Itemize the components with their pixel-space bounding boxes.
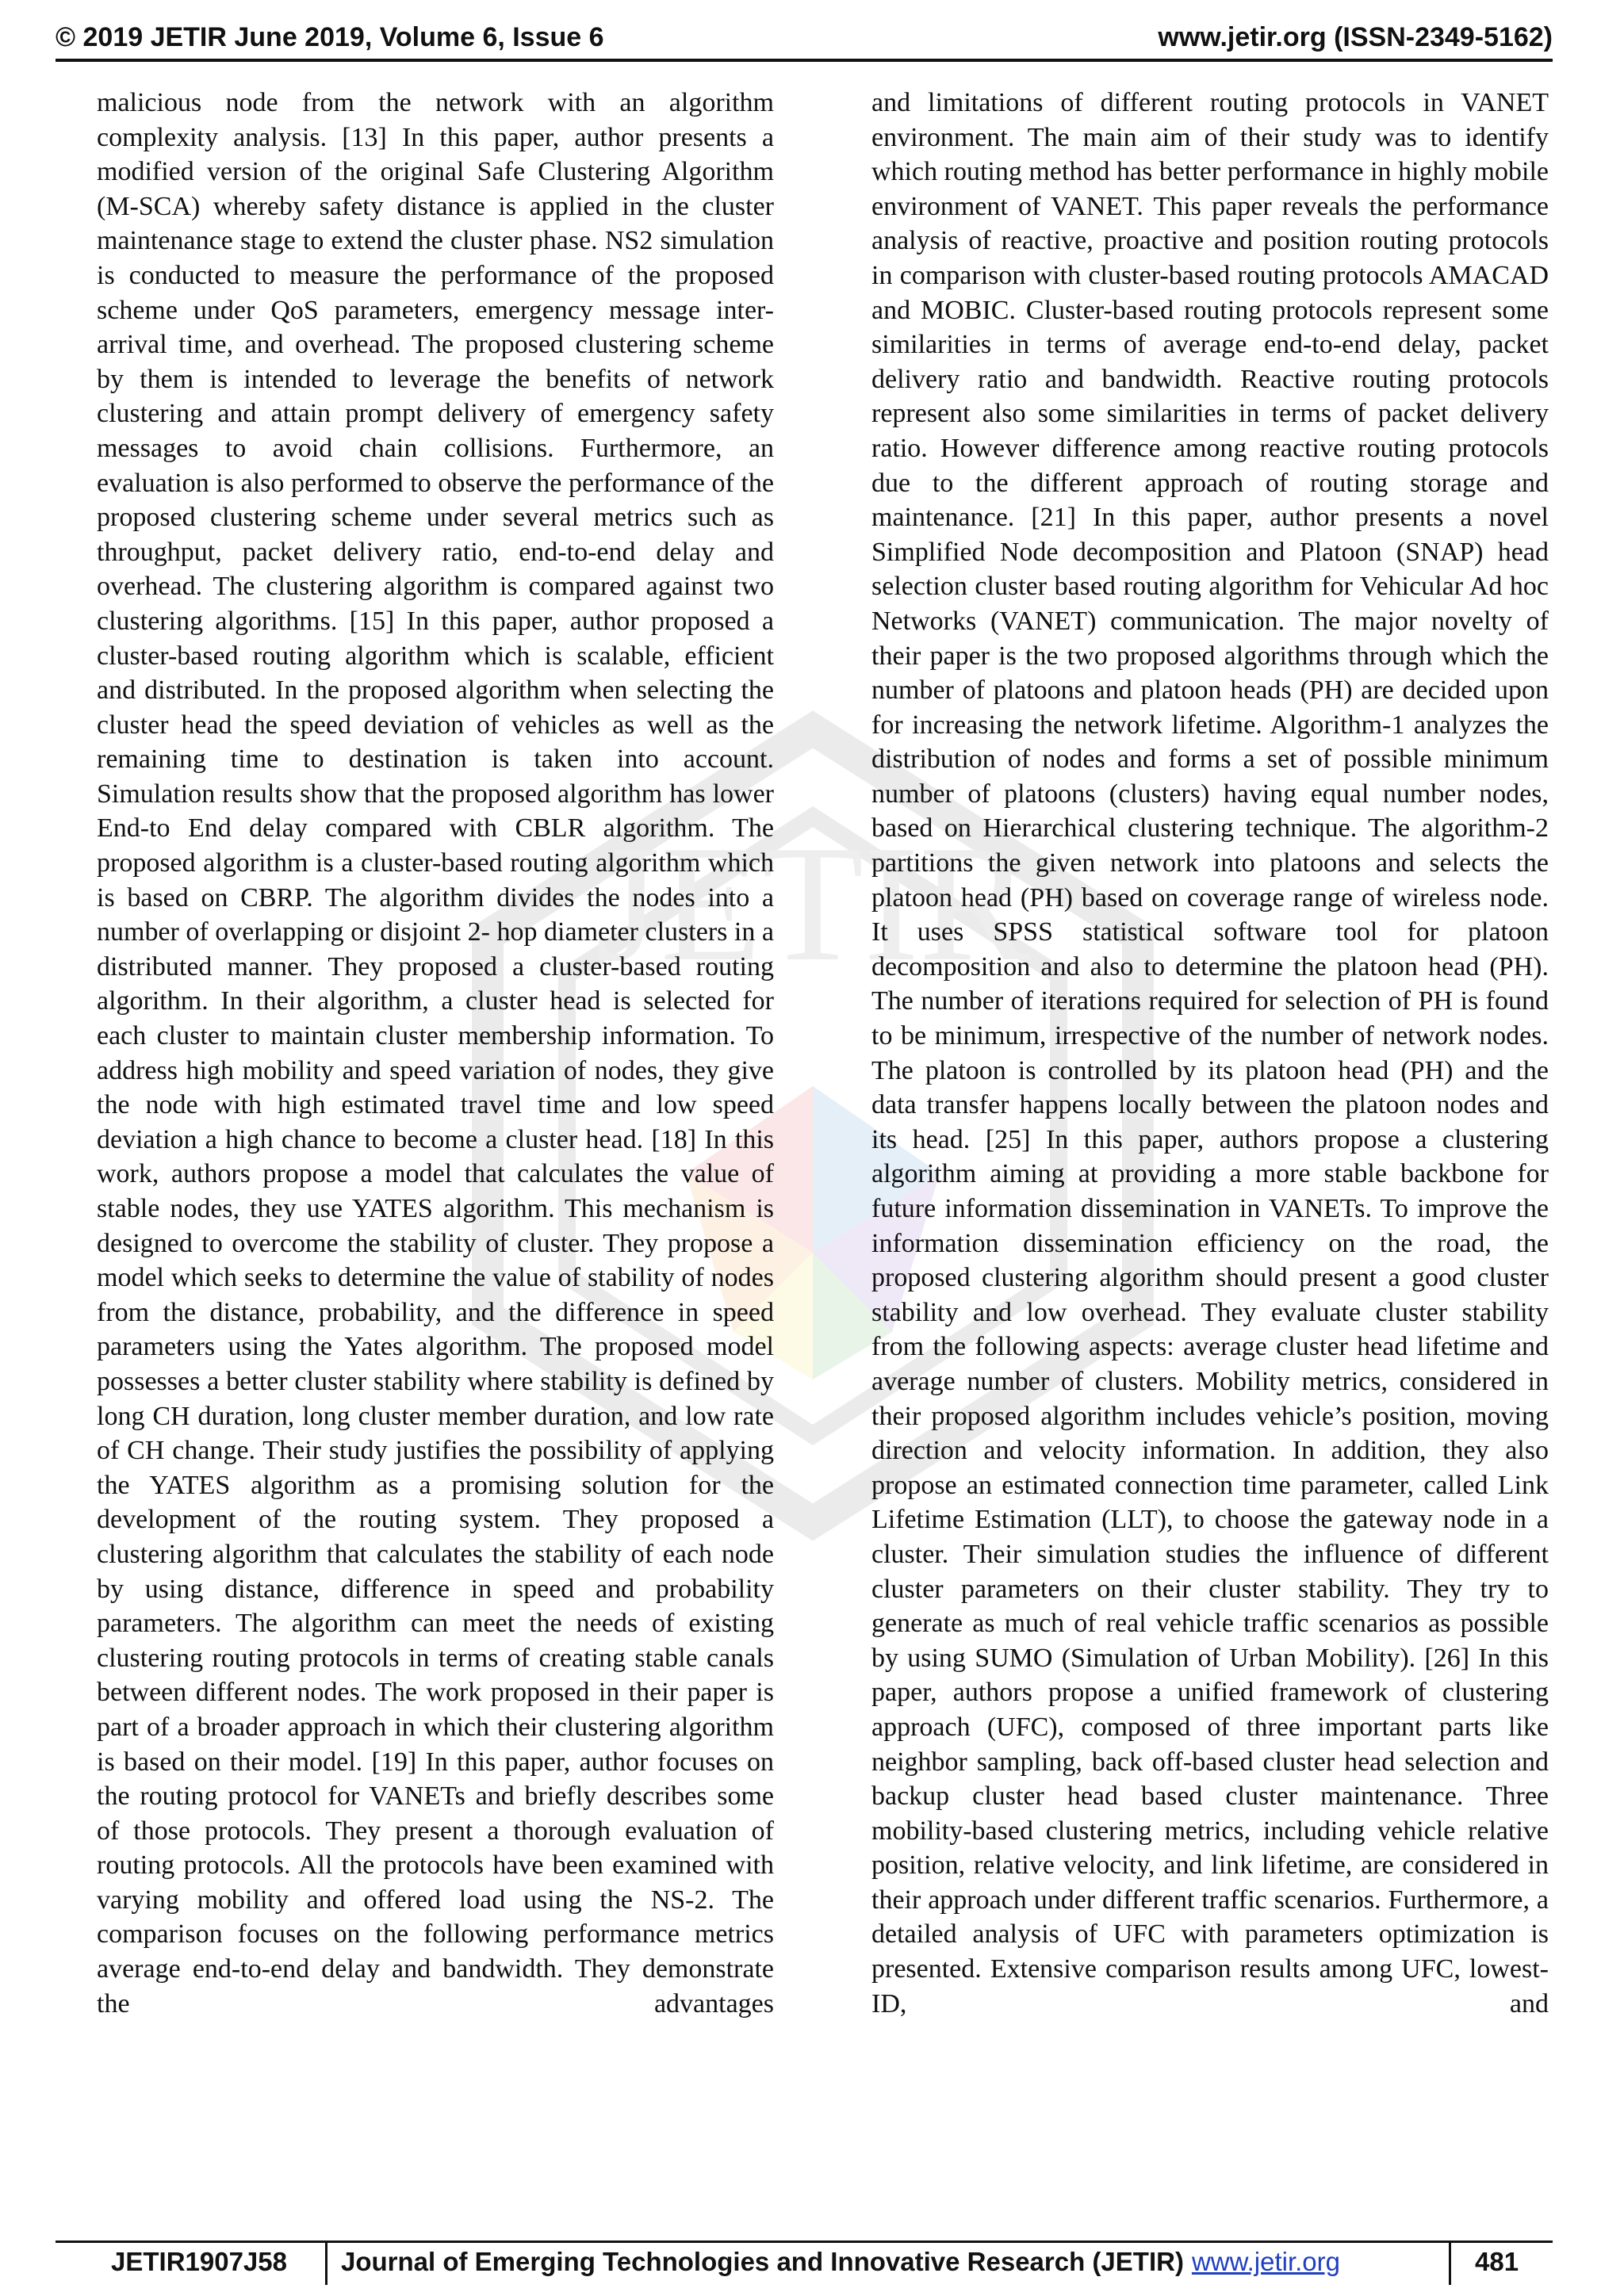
header-journal-info: © 2019 JETIR June 2019, Volume 6, Issue 6 — [56, 22, 604, 52]
footer-journal — [341, 2247, 1340, 2277]
right-text-column — [871, 86, 1549, 2218]
footer-journal-name: Journal of Emerging Technologies and Innovative Research (JETIR) — [341, 2247, 1184, 2276]
page-footer — [56, 2247, 1553, 2286]
header-journal-url: www.jetir.org (ISSN-2349-5162) — [1158, 22, 1553, 52]
footer-journal-link[interactable]: www.jetir.org — [1191, 2247, 1340, 2276]
footer-divider — [325, 2241, 327, 2285]
page-number: 481 — [1475, 2247, 1519, 2276]
footer-divider — [1449, 2241, 1451, 2285]
page-header — [56, 22, 1553, 60]
footer-rule — [56, 2241, 1553, 2243]
watermark-text: JETIR — [595, 812, 1031, 996]
left-text-column — [97, 86, 774, 2218]
left-column-paragraph: malicious node from the network with an algorithm complexity analysis. [13] In this paper, author presents a modified version of the original Safe Clustering Algorithm (M-SCA) whereby safety distance is applied in the cluster maintenance stage to extend the cluster phase. NS2 simulation is conducted to measure the performance of the proposed scheme under QoS parameters, emergency message inter-arrival time, and overhead. The proposed clustering scheme by them is intended to leverage the benefits of network clustering and attain prompt delivery of emergency safety messages to avoid chain collisions. Furthermore, an evaluation is also performed to observe the performance of the proposed clustering scheme under several metrics such as throughput, packet delivery ratio, end-to-end delay and overhead. The clustering algorithm is compared against two clustering algorithms. [15] In this paper, author proposed a cluster-based routing algorithm which is scalable, efficient and distributed. In the proposed algorithm when selecting the cluster head the speed deviation of vehicles as well as the remaining time to destination is taken into account. Simulation results show that the proposed algorithm has lower End-to End delay compared with CBLR algorithm. The proposed algorithm is a cluster-based routing algorithm which is based on CBRP. The algorithm divides the nodes into a number of overlapping or disjoint 2- hop diameter clusters in a distributed manner. They proposed a cluster-based routing algorithm. In their algorithm, a cluster head is selected for each cluster to maintain cluster membership information. To address high mobility and speed variation of nodes, they give the node with high estimated travel time and low speed deviation a high chance to become a cluster head. [18] In this work, authors propose a model that calculates the value of stable nodes, they use YATES algorithm. This mechanism is designed to overcome the stability of cluster. They propose a model which seeks to determine the value of stability of nodes from the distance, probability, and the difference in speed parameters using the Yates algorithm. The proposed model possesses a better cluster stability where stability is defined by long CH duration, long cluster member duration, and low rate of CH change. Their study justifies the possibility of applying the YATES algorithm as a promising solution for the development of the routing system. They proposed a clustering algorithm that calculates the stability of each node by using distance, difference in speed and probability parameters. The algorithm can meet the needs of existing clustering routing protocols in terms of creating stable canals between different nodes. The work proposed in their paper is part of a broader approach in which their clustering algorithm is based on their model. [19] In this paper, author focuses on the routing protocol for VANETs and briefly describes some of those protocols. They present a thorough evaluation of routing protocols. All the protocols have been examined with varying mobility and offered load using the NS-2. The comparison focuses on the following performance metrics average end-to-end delay and bandwidth. They demonstrate the advantages — [97, 88, 774, 2019]
right-column-paragraph: and limitations of different routing protocols in VANET environment. The main aim of their study was to identify which routing method has better performance in highly mobile environment of VANET. This paper reveals the performance analysis of reactive, proactive and position routing protocols in comparison with cluster-based routing protocols AMACAD and MOBIC. Cluster-based routing protocols represent some similarities in terms of average end-to-end delay, packet delivery ratio and bandwidth. Reactive routing protocols represent also some similarities in terms of packet delivery ratio. However difference among reactive routing protocols due to the different approach of routing storage and maintenance. [21] In this paper, author presents a novel Simplified Node decomposition and Platoon (SNAP) head selection cluster based routing algorithm for Vehicular Ad hoc Networks (VANET) communication. The major novelty of their paper is the two proposed algorithms through which the number of platoons and platoon heads (PH) are decided upon for increasing the network lifetime. Algorithm-1 analyzes the distribution of nodes and forms a set of possible minimum number of platoons (clusters) having equal number nodes, based on Hierarchical clustering technique. The algorithm-2 partitions the given network into platoons and selects the platoon head (PH) based on coverage range of wireless node. It uses SPSS statistical software tool for platoon decomposition and also to determine the platoon head (PH). The number of iterations required for selection of PH is found to be minimum, irrespective of the number of network nodes. The platoon is controlled by its platoon head (PH) and the data transfer happens locally between the platoon nodes and its head. [25] In this paper, authors propose a clustering algorithm aiming at providing a more stable backbone for future information dissemination in VANETs. To improve the information dissemination efficiency on the road, the proposed clustering algorithm should present a good cluster stability and low overhead. They evaluate cluster stability from the following aspects: average cluster head lifetime and average number of clusters. Mobility metrics, considered in their proposed algorithm includes vehicle’s position, moving direction and velocity information. In addition, they also propose an estimated connection time parameter, called Link Lifetime Estimation (LLT), to choose the gateway node in a cluster. Their simulation studies the influence of different cluster parameters on their cluster stability. They try to generate as much of real vehicle traffic scenarios as possible by using SUMO (Simulation of Urban Mobility). [26] In this paper, authors propose a unified framework of clustering approach (UFC), composed of three important parts like neighbor sampling, back off-based cluster head selection and backup cluster head based cluster maintenance. Three mobility-based clustering metrics, including vehicle relative position, relative velocity, and link lifetime, are considered in their approach under different traffic scenarios. Furthermore, a detailed analysis of UFC with parameters optimization is presented. Extensive comparison results among UFC, lowest-ID, and — [871, 88, 1549, 2019]
paper-id: JETIR1907J58 — [111, 2247, 287, 2276]
header-rule — [56, 59, 1553, 62]
